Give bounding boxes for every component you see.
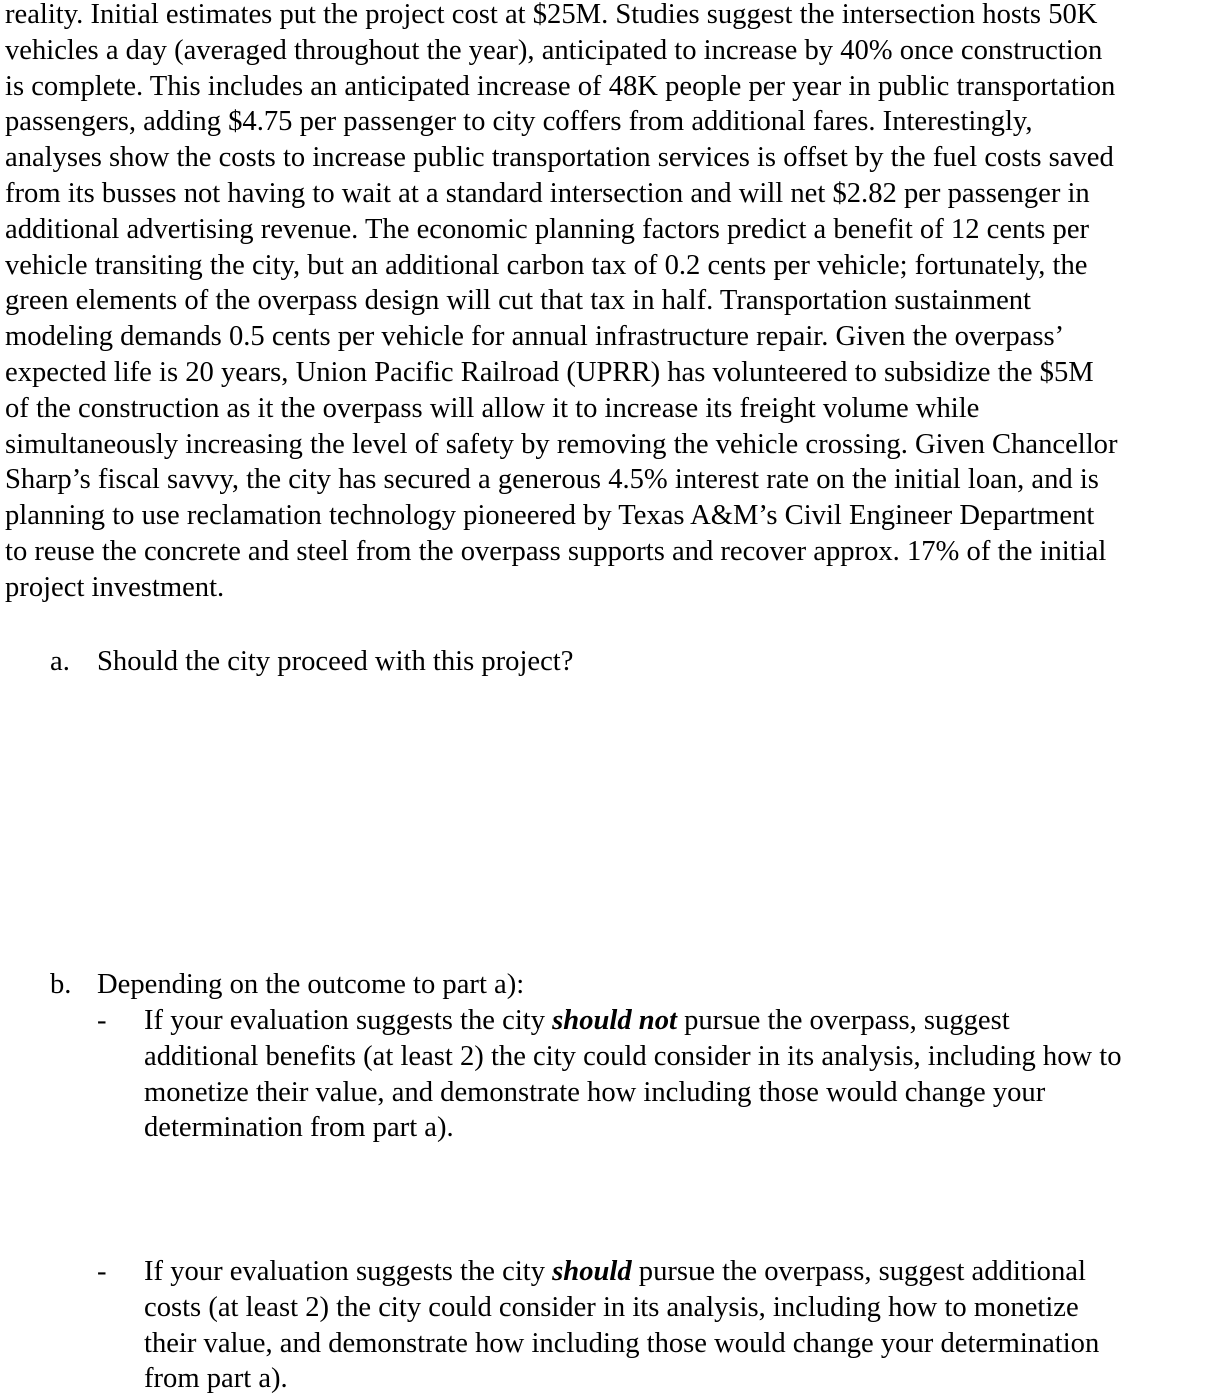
option-2-line: costs (at least 2) the city could consider in its analysis, including how to monetize <box>144 1291 1079 1323</box>
question-b-text: Depending on the outcome to part a): <box>97 969 525 1000</box>
option-2-line <box>144 1254 1099 1290</box>
option-1-dash: - <box>97 1005 107 1036</box>
paragraph-line: reality. Initial estimates put the project cost at $25M. Studies suggest the intersection hosts 50K <box>5 0 1098 30</box>
option-2-line: their value, and demonstrate how including those would change your determination <box>144 1327 1100 1359</box>
paragraph-line: additional advertising revenue. The economic planning factors predict a benefit of 12 cents per <box>5 213 1090 245</box>
paragraph-line: is complete. This includes an anticipated increase of 48K people per year in public transportation <box>5 70 1116 102</box>
question-a-text: Should the city proceed with this project? <box>97 646 574 677</box>
option-1-line: monetize their value, and demonstrate how including those would change your <box>144 1076 1046 1108</box>
paragraph-line: expected life is 20 years, Union Pacific Railroad (UPRR) has volunteered to subsidize the $5M <box>5 356 1094 388</box>
paragraph-line: of the construction as it the overpass will allow it to increase its freight volume while <box>5 392 980 424</box>
question-b-marker: b. <box>50 969 72 1000</box>
paragraph-line: vehicle transiting the city, but an additional carbon tax of 0.2 cents per vehicle; fortunately, the <box>5 249 1088 281</box>
paragraph-line: simultaneously increasing the level of safety by removing the vehicle crossing. Given Chancellor <box>5 428 1118 460</box>
option-2-dash: - <box>97 1256 107 1287</box>
option-1-line1-after: pursue the overpass, suggest <box>676 1005 1010 1036</box>
option-2-line1-after: pursue the overpass, suggest additional <box>631 1256 1086 1287</box>
paragraph-line: modeling demands 0.5 cents per vehicle for annual infrastructure repair. Given the overpass’ <box>5 321 1065 353</box>
option-2-text <box>144 1254 1099 1397</box>
paragraph-line: from its busses not having to wait at a standard intersection and will net $2.82 per passenger in <box>5 177 1090 209</box>
paragraph-line: planning to use reclamation technology pioneered by Texas A&M’s Civil Engineer Department <box>5 500 1095 532</box>
option-1-line1-before: If your evaluation suggests the city <box>144 1005 553 1036</box>
option-1-text <box>144 1003 1122 1146</box>
paragraph-line: passengers, adding $4.75 per passenger to city coffers from additional fares. Interestingly, <box>5 106 1033 138</box>
option-1-emphasis: should not <box>552 1005 677 1036</box>
paragraph-line: project investment. <box>5 571 225 603</box>
paragraph-line: vehicles a day (averaged throughout the year), anticipated to increase by 40% once construction <box>5 34 1103 66</box>
option-2-line: from part a). <box>144 1363 288 1395</box>
option-1-line: determination from part a). <box>144 1112 454 1144</box>
paragraph-line: analyses show the costs to increase public transportation services is offset by the fuel costs saved <box>5 142 1114 174</box>
paragraph-line: green elements of the overpass design will cut that tax in half. Transportation sustainment <box>5 285 1031 317</box>
paragraph-line: to reuse the concrete and steel from the overpass supports and recover approx. 17% of the initial <box>5 535 1107 567</box>
paragraph-line: Sharp’s fiscal savvy, the city has secured a generous 4.5% interest rate on the initial loan, and is <box>5 464 1099 496</box>
question-a-marker: a. <box>50 646 70 677</box>
option-1-line <box>144 1003 1122 1039</box>
option-2-emphasis: should <box>552 1256 632 1287</box>
problem-paragraph <box>5 0 1221 606</box>
option-1-line: additional benefits (at least 2) the city could consider in its analysis, including how to <box>144 1040 1122 1072</box>
option-2-line1-before: If your evaluation suggests the city <box>144 1256 553 1287</box>
